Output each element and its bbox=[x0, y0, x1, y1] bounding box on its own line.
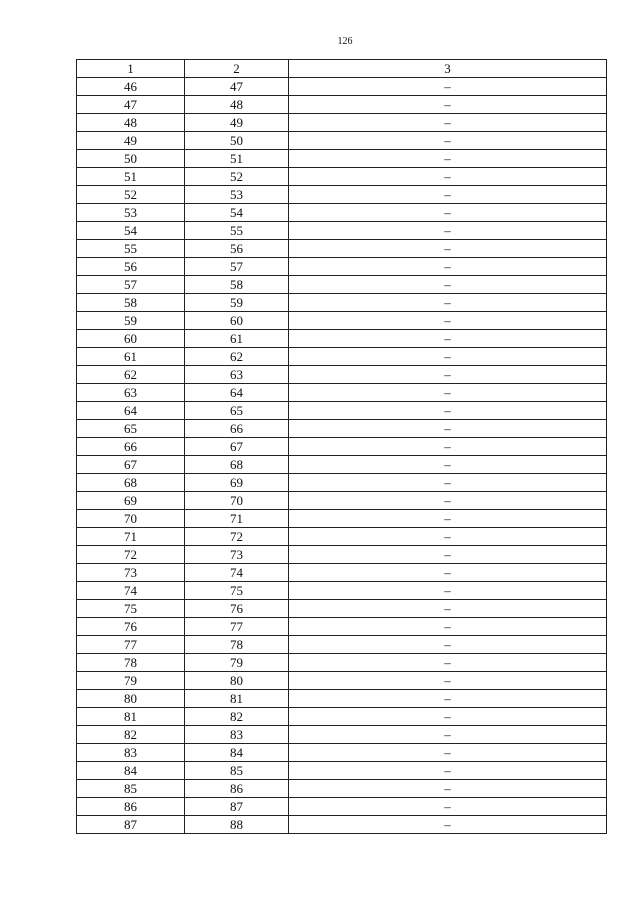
table-cell-col1: 74 bbox=[77, 582, 185, 600]
header-row bbox=[77, 60, 607, 78]
table-cell-col2: 61 bbox=[185, 330, 289, 348]
table-row bbox=[77, 690, 607, 708]
table-row bbox=[77, 636, 607, 654]
table-cell-col3: – bbox=[289, 618, 607, 636]
table-cell-col3: – bbox=[289, 384, 607, 402]
table-cell-col1: 62 bbox=[77, 366, 185, 384]
table-cell-col3: – bbox=[289, 420, 607, 438]
table-row bbox=[77, 582, 607, 600]
table-cell-col2: 74 bbox=[185, 564, 289, 582]
table-cell-col3: – bbox=[289, 672, 607, 690]
table-cell-col1: 72 bbox=[77, 546, 185, 564]
table-cell-col3: – bbox=[289, 330, 607, 348]
table-cell-col1: 85 bbox=[77, 780, 185, 798]
table-cell-col1: 69 bbox=[77, 492, 185, 510]
table-cell-col2: 85 bbox=[185, 762, 289, 780]
table-cell-col2: 58 bbox=[185, 276, 289, 294]
table-row bbox=[77, 96, 607, 114]
table-cell-col2: 55 bbox=[185, 222, 289, 240]
table-cell-col1: 64 bbox=[77, 402, 185, 420]
table-cell-col3: – bbox=[289, 492, 607, 510]
table-cell-col1: 50 bbox=[77, 150, 185, 168]
table-row bbox=[77, 564, 607, 582]
table-cell-col1: 82 bbox=[77, 726, 185, 744]
table-row bbox=[77, 492, 607, 510]
table-cell-col3: – bbox=[289, 744, 607, 762]
table-cell-col1: 55 bbox=[77, 240, 185, 258]
table-cell-col3: – bbox=[289, 564, 607, 582]
table-cell-col3: – bbox=[289, 132, 607, 150]
table-cell-col3: – bbox=[289, 780, 607, 798]
table-cell-col2: 56 bbox=[185, 240, 289, 258]
table-cell-col2: 79 bbox=[185, 654, 289, 672]
table-cell-col1: 54 bbox=[77, 222, 185, 240]
table-row bbox=[77, 654, 607, 672]
table-header bbox=[77, 60, 607, 78]
table-cell-col1: 73 bbox=[77, 564, 185, 582]
table-cell-col3: – bbox=[289, 726, 607, 744]
table-cell-col3: – bbox=[289, 276, 607, 294]
table-row bbox=[77, 672, 607, 690]
table-cell-col3: – bbox=[289, 78, 607, 96]
table-cell-col2: 48 bbox=[185, 96, 289, 114]
table-cell-col2: 83 bbox=[185, 726, 289, 744]
table-row bbox=[77, 168, 607, 186]
table-row bbox=[77, 222, 607, 240]
table-row bbox=[77, 330, 607, 348]
table-row bbox=[77, 384, 607, 402]
table-cell-col2: 84 bbox=[185, 744, 289, 762]
table-row bbox=[77, 312, 607, 330]
table-cell-col1: 53 bbox=[77, 204, 185, 222]
table-row bbox=[77, 78, 607, 96]
table-cell-col1: 75 bbox=[77, 600, 185, 618]
table-cell-col3: – bbox=[289, 816, 607, 834]
table-cell-col3: – bbox=[289, 114, 607, 132]
table-cell-col2: 67 bbox=[185, 438, 289, 456]
table-cell-col2: 68 bbox=[185, 456, 289, 474]
table-cell-col2: 65 bbox=[185, 402, 289, 420]
table-cell-col1: 61 bbox=[77, 348, 185, 366]
table-row bbox=[77, 186, 607, 204]
table-cell-col1: 51 bbox=[77, 168, 185, 186]
table-cell-col1: 67 bbox=[77, 456, 185, 474]
table-row bbox=[77, 510, 607, 528]
table-cell-col2: 54 bbox=[185, 204, 289, 222]
table-row bbox=[77, 258, 607, 276]
table-cell-col3: – bbox=[289, 438, 607, 456]
table-cell-col3: – bbox=[289, 294, 607, 312]
table-cell-col2: 63 bbox=[185, 366, 289, 384]
table-cell-col2: 66 bbox=[185, 420, 289, 438]
table-cell-col2: 47 bbox=[185, 78, 289, 96]
table-cell-col2: 49 bbox=[185, 114, 289, 132]
table-cell-col2: 75 bbox=[185, 582, 289, 600]
table-cell-col3: – bbox=[289, 348, 607, 366]
table-cell-col2: 57 bbox=[185, 258, 289, 276]
table-cell-col1: 46 bbox=[77, 78, 185, 96]
table-cell-col1: 70 bbox=[77, 510, 185, 528]
table-cell-col2: 82 bbox=[185, 708, 289, 726]
table-cell-col1: 66 bbox=[77, 438, 185, 456]
table-row bbox=[77, 438, 607, 456]
table-cell-col3: – bbox=[289, 708, 607, 726]
table-row bbox=[77, 798, 607, 816]
table-row bbox=[77, 348, 607, 366]
table-cell-col1: 56 bbox=[77, 258, 185, 276]
table-cell-col3: – bbox=[289, 654, 607, 672]
table-cell-col1: 68 bbox=[77, 474, 185, 492]
table-cell-col2: 60 bbox=[185, 312, 289, 330]
table-cell-col1: 71 bbox=[77, 528, 185, 546]
table-cell-col2: 64 bbox=[185, 384, 289, 402]
table-cell-col1: 79 bbox=[77, 672, 185, 690]
table-cell-col3: – bbox=[289, 636, 607, 654]
table-cell-col1: 65 bbox=[77, 420, 185, 438]
table-cell-col3: – bbox=[289, 168, 607, 186]
table-cell-col3: – bbox=[289, 150, 607, 168]
table-cell-col3: – bbox=[289, 798, 607, 816]
table-row bbox=[77, 708, 607, 726]
table-cell-col1: 83 bbox=[77, 744, 185, 762]
table-cell-col1: 78 bbox=[77, 654, 185, 672]
table-row bbox=[77, 276, 607, 294]
table-cell-col1: 84 bbox=[77, 762, 185, 780]
table-cell-col2: 51 bbox=[185, 150, 289, 168]
column-header-2: 2 bbox=[185, 60, 289, 78]
table-cell-col1: 47 bbox=[77, 96, 185, 114]
table-cell-col1: 52 bbox=[77, 186, 185, 204]
table-cell-col2: 77 bbox=[185, 618, 289, 636]
table-cell-col3: – bbox=[289, 546, 607, 564]
table-cell-col1: 81 bbox=[77, 708, 185, 726]
table-cell-col3: – bbox=[289, 528, 607, 546]
table-row bbox=[77, 456, 607, 474]
table-row bbox=[77, 762, 607, 780]
table-cell-col3: – bbox=[289, 762, 607, 780]
table-row bbox=[77, 150, 607, 168]
table-cell-col3: – bbox=[289, 96, 607, 114]
table-cell-col1: 76 bbox=[77, 618, 185, 636]
table-cell-col2: 72 bbox=[185, 528, 289, 546]
table-row bbox=[77, 618, 607, 636]
table-cell-col1: 77 bbox=[77, 636, 185, 654]
table-row bbox=[77, 366, 607, 384]
table-row bbox=[77, 546, 607, 564]
table-cell-col3: – bbox=[289, 366, 607, 384]
table-cell-col1: 63 bbox=[77, 384, 185, 402]
table-cell-col1: 57 bbox=[77, 276, 185, 294]
table-row bbox=[77, 726, 607, 744]
table-cell-col2: 76 bbox=[185, 600, 289, 618]
table-cell-col3: – bbox=[289, 402, 607, 420]
table-row bbox=[77, 744, 607, 762]
table-row bbox=[77, 474, 607, 492]
table-cell-col2: 81 bbox=[185, 690, 289, 708]
data-table bbox=[76, 59, 607, 834]
table-cell-col3: – bbox=[289, 312, 607, 330]
table-cell-col1: 59 bbox=[77, 312, 185, 330]
table-cell-col3: – bbox=[289, 600, 607, 618]
table-cell-col1: 49 bbox=[77, 132, 185, 150]
table-cell-col3: – bbox=[289, 258, 607, 276]
table-row bbox=[77, 240, 607, 258]
table-cell-col3: – bbox=[289, 474, 607, 492]
page-number: 126 bbox=[337, 36, 353, 47]
table-cell-col2: 70 bbox=[185, 492, 289, 510]
table-row bbox=[77, 780, 607, 798]
table-cell-col1: 87 bbox=[77, 816, 185, 834]
column-header-3: 3 bbox=[289, 60, 607, 78]
table-cell-col2: 78 bbox=[185, 636, 289, 654]
table-cell-col2: 80 bbox=[185, 672, 289, 690]
table-row bbox=[77, 132, 607, 150]
table-cell-col2: 86 bbox=[185, 780, 289, 798]
table-cell-col3: – bbox=[289, 510, 607, 528]
table-row bbox=[77, 294, 607, 312]
table-cell-col2: 88 bbox=[185, 816, 289, 834]
table-cell-col1: 48 bbox=[77, 114, 185, 132]
table-cell-col3: – bbox=[289, 186, 607, 204]
table-cell-col1: 86 bbox=[77, 798, 185, 816]
table-cell-col3: – bbox=[289, 456, 607, 474]
table-cell-col1: 58 bbox=[77, 294, 185, 312]
table-cell-col2: 69 bbox=[185, 474, 289, 492]
table-cell-col3: – bbox=[289, 240, 607, 258]
table-row bbox=[77, 528, 607, 546]
table-row bbox=[77, 420, 607, 438]
table-cell-col2: 59 bbox=[185, 294, 289, 312]
table-cell-col2: 87 bbox=[185, 798, 289, 816]
table-row bbox=[77, 114, 607, 132]
table-row bbox=[77, 816, 607, 834]
table-row bbox=[77, 402, 607, 420]
column-header-1: 1 bbox=[77, 60, 185, 78]
table-cell-col2: 53 bbox=[185, 186, 289, 204]
table-cell-col1: 80 bbox=[77, 690, 185, 708]
table-cell-col3: – bbox=[289, 204, 607, 222]
table-cell-col3: – bbox=[289, 690, 607, 708]
table-body bbox=[77, 78, 607, 834]
table-row bbox=[77, 204, 607, 222]
table-cell-col1: 60 bbox=[77, 330, 185, 348]
table-cell-col2: 52 bbox=[185, 168, 289, 186]
table-cell-col3: – bbox=[289, 582, 607, 600]
table-cell-col2: 73 bbox=[185, 546, 289, 564]
table-cell-col2: 62 bbox=[185, 348, 289, 366]
table-cell-col2: 71 bbox=[185, 510, 289, 528]
table-cell-col3: – bbox=[289, 222, 607, 240]
table-row bbox=[77, 600, 607, 618]
table-cell-col2: 50 bbox=[185, 132, 289, 150]
